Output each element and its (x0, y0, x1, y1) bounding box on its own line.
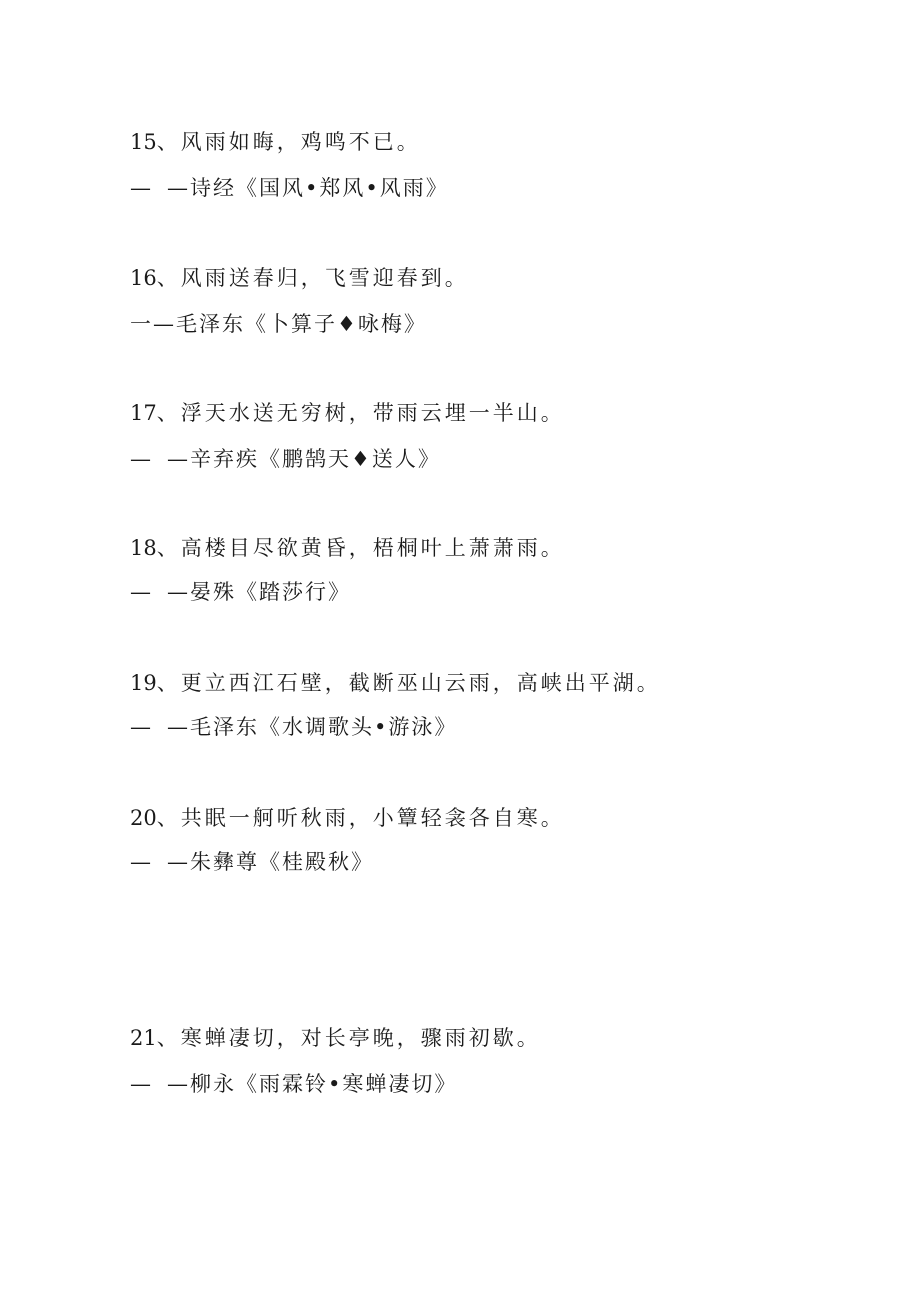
quote-separator: 、 (156, 536, 181, 560)
quote-separator: 、 (156, 130, 181, 154)
quote-separator: 、 (156, 401, 181, 425)
quote-source-18 (130, 578, 351, 606)
source-dash-1: — (130, 580, 153, 604)
quote-verse-15 (130, 128, 421, 156)
source-dash-1: — (130, 176, 153, 200)
source-text: 毛泽东《卜算子♦咏梅》 (176, 312, 427, 336)
source-text: 晏殊《踏莎行》 (190, 580, 351, 604)
source-dash-2: — (167, 850, 190, 874)
quote-text: 共眠一舸听秋雨，小簟轻衾各自寒。 (180, 806, 565, 830)
source-text: 辛弃疾《鹏鹄天♦送人》 (190, 447, 441, 471)
quote-separator: 、 (156, 806, 181, 830)
quote-separator: 、 (156, 671, 181, 695)
quote-text: 高楼目尽欲黄昏，梧桐叶上萧萧雨。 (180, 536, 565, 560)
quote-number: 19 (130, 671, 157, 695)
quote-number: 15 (130, 130, 157, 154)
quote-verse-20 (130, 804, 565, 832)
quote-source-15 (130, 174, 449, 202)
source-text: 诗经《国风•郑风•风雨》 (190, 176, 449, 200)
source-text: 朱彝尊《桂殿秋》 (190, 850, 374, 874)
quote-source-21 (130, 1070, 457, 1098)
quote-number: 21 (130, 1026, 157, 1050)
quote-number: 17 (130, 401, 157, 425)
quote-text: 更立西江石壁，截断巫山云雨，高峡出平湖。 (180, 671, 661, 695)
quote-text: 浮天水送无穷树，带雨云埋一半山。 (180, 401, 565, 425)
quote-source-16 (130, 310, 427, 338)
quote-verse-19 (130, 669, 661, 697)
source-dash-2: — (167, 447, 190, 471)
source-dash-1: — (130, 715, 153, 739)
quote-verse-16 (130, 264, 469, 292)
quote-verse-17 (130, 399, 565, 427)
source-dash-2: — (167, 715, 190, 739)
source-dash-1: — (130, 1072, 153, 1096)
quote-text: 寒蝉凄切，对长亭晚，骤雨初歇。 (180, 1026, 541, 1050)
quote-verse-21 (130, 1024, 541, 1052)
quote-verse-18 (130, 534, 565, 562)
source-dash-1: — (130, 850, 153, 874)
source-dash-2: — (167, 1072, 190, 1096)
quote-source-20 (130, 848, 374, 876)
source-dash-1: — (130, 447, 153, 471)
quote-text: 风雨如晦，鸡鸣不已。 (180, 130, 421, 154)
source-text: 毛泽东《水调歌头•游泳》 (190, 715, 458, 739)
source-dash-1: 一 (130, 312, 153, 336)
quote-number: 18 (130, 536, 157, 560)
source-dash-2: — (167, 176, 190, 200)
source-dash-2: — (153, 312, 176, 336)
quote-text: 风雨送春归，飞雪迎春到。 (180, 266, 469, 290)
quote-number: 20 (130, 806, 157, 830)
source-dash-2: — (167, 580, 190, 604)
quote-separator: 、 (156, 266, 181, 290)
quote-number: 16 (130, 266, 157, 290)
quote-source-17 (130, 445, 441, 473)
quote-source-19 (130, 713, 457, 741)
quote-separator: 、 (156, 1026, 181, 1050)
source-text: 柳永《雨霖铃•寒蝉凄切》 (190, 1072, 458, 1096)
